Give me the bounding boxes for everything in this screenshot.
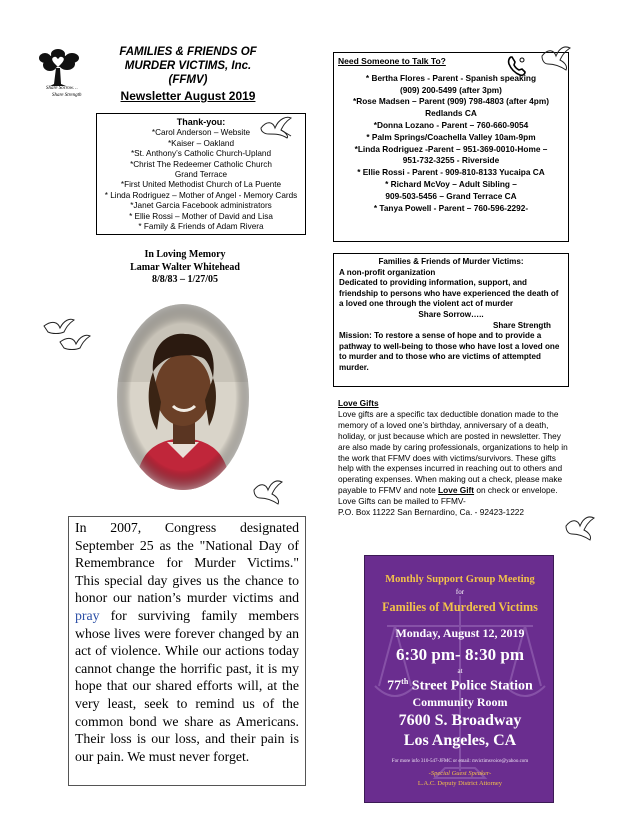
motto-line-2: Share Strength [492,320,551,330]
motto-line-1: Share Sorrow….. [418,309,484,319]
poster-time: 6:30 pm- 8:30 pm [396,645,524,664]
remembrance-text: In 2007, Congress designated September 25 as the "National Day of Remembrance for Murder Victims." This special day gives us the chance to honor our nation’s murder victims and [75,520,299,606]
love-gifts-body [338,409,568,496]
love-gift-note: Love Gift [438,485,475,496]
love-gifts-text-end: on check or envelope. [474,485,558,496]
poster-heading: Monthly Support Group Meeting [385,574,535,585]
thank-you-item: *Janet Garcia Facebook administrators [130,201,272,211]
poster-group-name: Families of Murdered Victims [382,600,538,614]
memorial-dates: 8/8/83 – 1/27/05 [151,274,219,285]
love-gifts-title: Love Gifts [338,398,379,408]
logo-tagline-1: Share Sorrow… [46,86,78,91]
memorial-heading [100,249,270,287]
dove-icon [257,114,297,140]
org-abbreviation: (FFMV) [168,74,208,86]
love-gifts-address: P.O. Box 11222 San Bernardino, Ca. - 92423-1222 [338,507,525,518]
thank-you-item: *First United Methodist Church of La Puente [120,180,282,190]
thank-you-item: * Linda Rodriguez – Mother of Angel - Memory Cards [104,190,298,200]
newsletter-title: Newsletter August 2019 [120,89,256,103]
support-group-poster [364,555,554,803]
contact-list-box [333,52,569,242]
contact-line: * Bertha Flores - Parent - Spanish speaking [365,72,537,83]
thank-you-item: Grand Terrace [174,170,228,180]
love-gifts-text: Love gifts are a specific tax deductible donation made to the memory of a loved one’s birthday, anniversary of a death, holiday, or just because which are posted in newsletter. They are also made by caring professionals, organizations to help in the work that FFMV does with victims/survivors. These gifts help with the expenses incurred in reaching out to others and operating expenses. When making out a check, please make payable to FFMV and note [338,408,568,496]
thank-you-item: *Kaiser – Oakland [168,138,234,148]
thank-you-item: *Carol Anderson – Website [151,128,251,138]
remembrance-text-box [68,516,306,786]
dove-icon [538,44,574,74]
contact-line: 909-503-5456 – Grand Terrace CA [385,190,517,201]
org-name-line-2: MURDER VICTIMS, Inc. [124,60,252,72]
contact-line: * Richard McVoy – Adult Sibling – [385,178,517,189]
thank-you-item: * Family & Friends of Adam Rivera [138,222,264,232]
thank-you-item: *St. Anthony’s Catholic Church-Upland [130,149,272,159]
contact-line: * Palm Springs/Coachella Valley 10am-9pm [366,131,536,142]
thank-you-item: *Christ The Redeemer Catholic Church [130,159,272,169]
contact-line: 951-732-3255 - Riverside [402,155,500,166]
dove-icon [40,316,96,356]
mission-subtitle: A non-profit organization [339,267,436,277]
contact-list-title: Need Someone to Talk To? [338,56,446,66]
memorial-line: In Loving Memory [144,249,226,260]
org-title [108,45,268,87]
poster-date: Monday, August 12, 2019 [395,626,525,640]
love-gifts-section [338,398,568,518]
poster-guest-speaker: -Special Guest Speaker- [428,770,492,777]
contact-line: *Rose Madsen – Parent (909) 798-4803 (after 4pm) [353,96,549,107]
mission-dedication: Dedicated to providing information, support, and friendship to persons who have experienced the death of a loved one through the violent act of murder [339,278,559,309]
poster-street: 7600 S. Broadway [398,712,522,729]
memorial-name: Lamar Walter Whitehead [130,261,240,273]
memorial-portrait [115,302,251,492]
contact-line: (909) 200-5499 (after 3pm) [400,84,502,95]
station-number: 77 [387,678,402,694]
poster-location [365,677,554,695]
dove-icon [250,478,290,508]
contact-line: * Ellie Rossi - Parent - 909-810-8133 Yucaipa CA [357,167,545,178]
station-name: Street Police Station [408,678,533,694]
contact-line: Redlands CA [425,108,477,119]
contact-line: *Linda Rodriguez -Parent – 951-369-0010-Home – [354,143,548,154]
thank-you-item: * Ellie Rossi – Mother of David and Lisa [129,211,273,221]
remembrance-text-end: for surviving family members whose lives were forever changed by an act of violence. While our actions today cannot change the horrific past, it is my hope that our shared efforts will, at the very least, seek to remind us of the common bond we share as Americans. Their loss is our loss, and their pain is our pain. We must never forget. [75,607,299,764]
dove-icon [562,514,598,544]
mission-org-title: Families & Friends of Murder Victims: [378,257,524,266]
love-gifts-mail-line: Love Gifts can be mailed to FFMV- [338,496,466,507]
phone-icon [507,55,527,77]
contact-line: * Tanya Powell - Parent – 760-596-2292- [373,202,529,213]
station-suffix: th [401,677,409,686]
poster-room: Community Room [412,695,508,709]
thank-you-title: Thank-you: [176,117,226,127]
poster-for: for [455,588,465,596]
mission-box [333,253,569,387]
org-name-line-1: FAMILIES & FRIENDS OF [119,46,257,58]
poster-city: Los Angeles, CA [403,732,517,749]
mission-statement: Mission: To restore a sense of hope and to provide a pathway to well-being to those who have lost a loved one to murder and to those who are victims of attempted murder. [339,331,560,372]
poster-guest-title: L.A.C. Deputy District Attorney [417,780,503,787]
poster-at: at [457,667,463,675]
contact-line: *Donna Lozano - Parent – 760-660-9054 [373,119,529,130]
pray-link[interactable]: pray [75,607,100,623]
logo-tagline-2: Share Strength [52,93,82,98]
poster-info: For more info 310-547-JFMC or email: mvictimsvoice@yahoo.com [391,759,529,764]
